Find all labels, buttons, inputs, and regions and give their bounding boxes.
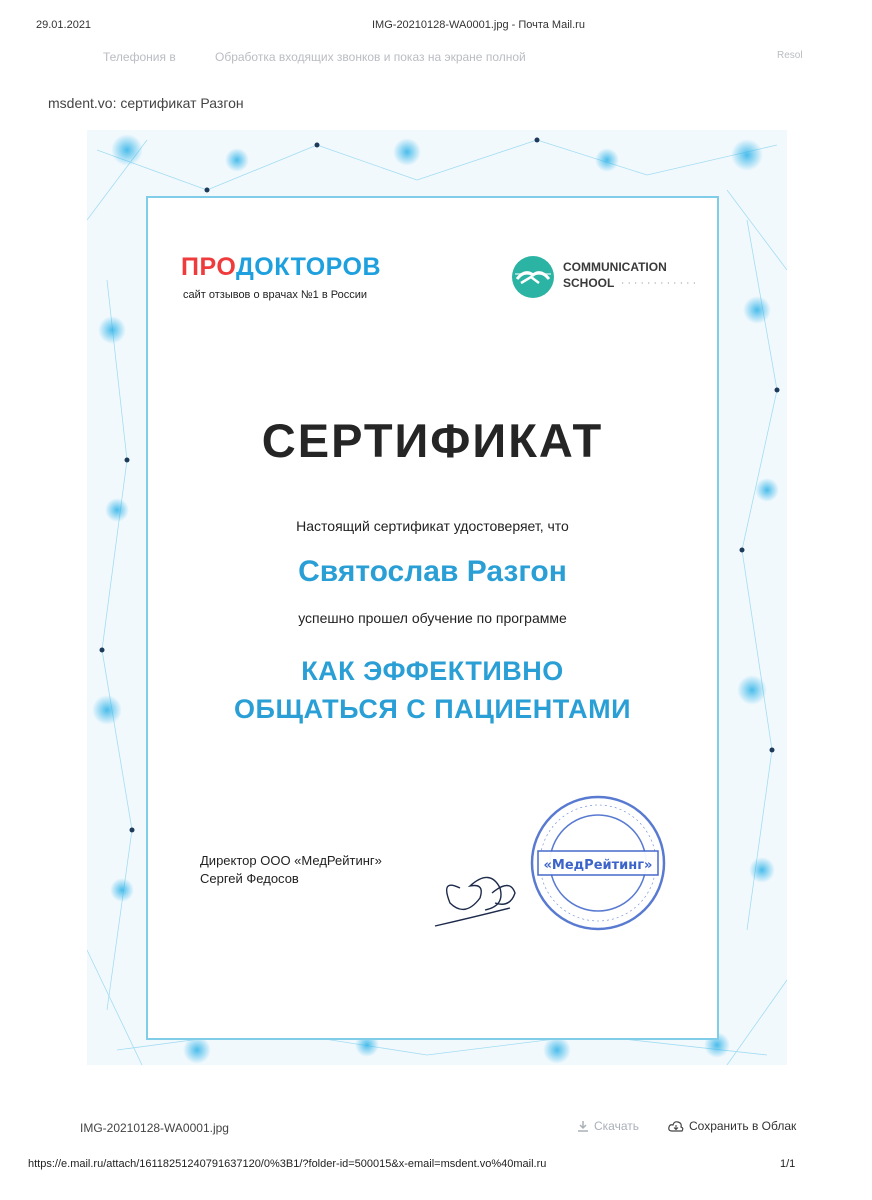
cloud-save-icon	[668, 1120, 684, 1132]
download-button[interactable]	[577, 1119, 639, 1133]
background-tab-telephony[interactable]: Телефония в	[103, 50, 176, 64]
prodoctorov-logo	[181, 253, 381, 282]
recipient-name: Святослав Разгон	[298, 555, 567, 588]
signatory-role: Директор ООО «МедРейтинг»	[200, 853, 382, 868]
logo-pro-red: ПРО	[181, 253, 236, 281]
prodoctorov-tagline: сайт отзывов о врачах №1 в России	[183, 289, 368, 301]
communication-school-subtitle: SCHOOL	[563, 276, 615, 290]
print-date: 29.01.2021	[36, 19, 92, 31]
email-subject: msdent.vo: сертификат Разгон	[48, 95, 244, 111]
background-resolution-label: Resol	[777, 50, 803, 61]
download-label: Скачать	[594, 1119, 639, 1133]
certificate-card	[146, 196, 719, 1040]
attachment-filename: IMG-20210128-WA0001.jpg	[80, 1121, 229, 1135]
handwritten-signature	[430, 838, 540, 933]
course-title-line-1: КАК ЭФФЕКТИВНО	[301, 656, 564, 686]
background-tab-call-processing[interactable]: Обработка входящих звонков и показ на экране полной	[215, 50, 526, 64]
logo-pro-blue: ДОКТОРОВ	[235, 253, 382, 281]
download-icon	[577, 1120, 589, 1132]
company-stamp	[528, 793, 668, 933]
print-url: https://e.mail.ru/attach/16118251240791637120/0%3B1/?folder-id=500015&x-email=msdent.vo%40mail.ru	[28, 1158, 547, 1170]
print-page-counter: 1/1	[780, 1158, 796, 1170]
communication-school-title: COMMUNICATION	[563, 260, 667, 274]
certificate-image[interactable]	[87, 130, 787, 1065]
handshake-icon	[511, 255, 555, 299]
signatory-name: Сергей Федосов	[200, 871, 299, 886]
course-title-line-2: ОБЩАТЬСЯ С ПАЦИЕНТАМИ	[234, 694, 631, 724]
communication-school-smallprint: • • • • • • • • • • • •	[622, 280, 698, 285]
completion-text: успешно прошел обучение по программе	[298, 610, 567, 626]
save-to-cloud-label: Сохранить в Облак	[689, 1119, 797, 1133]
certificate-title: СЕРТИФИКАТ	[261, 414, 604, 467]
print-page-title: IMG-20210128-WA0001.jpg - Почта Mail.ru	[372, 19, 585, 31]
save-to-cloud-button[interactable]	[668, 1119, 796, 1133]
certificate-intro: Настоящий сертификат удостоверяет, что	[296, 518, 569, 534]
stamp-company-name: «МедРейтинг»	[543, 858, 653, 873]
